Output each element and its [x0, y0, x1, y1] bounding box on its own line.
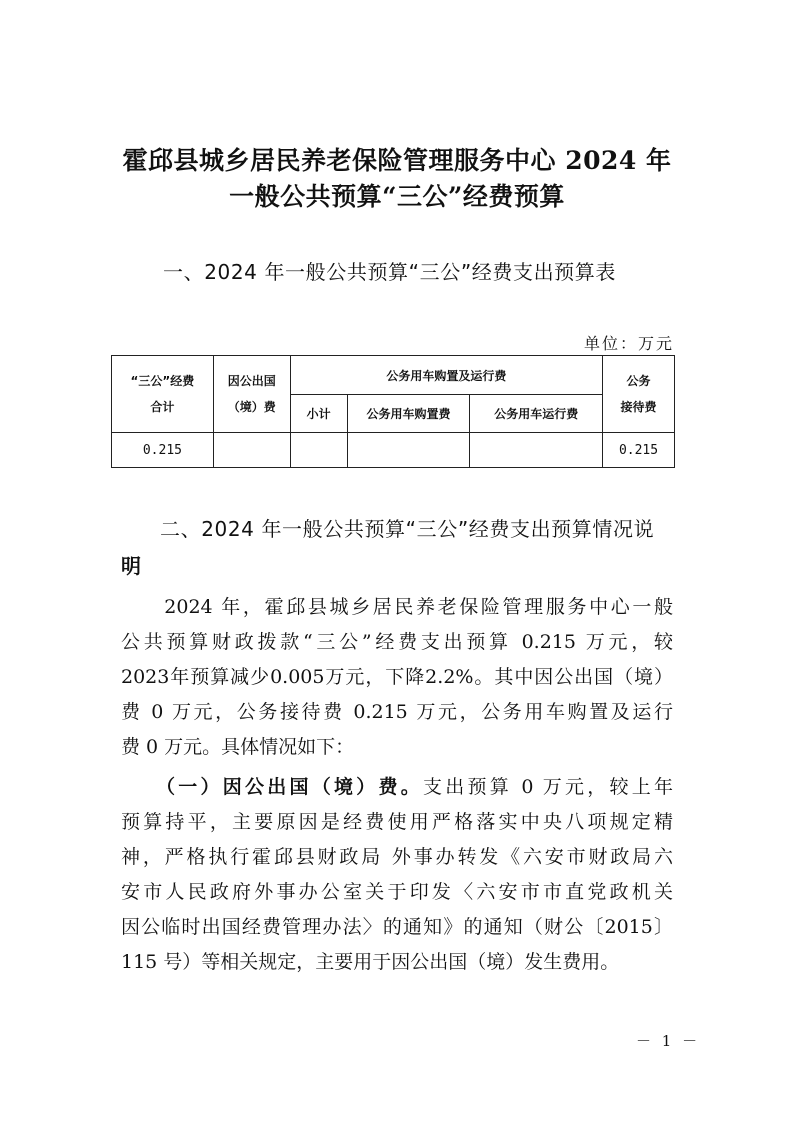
header-operation: 公务用车运行费: [470, 395, 603, 433]
table-row: [112, 433, 675, 468]
header-abroad-line2: （境）费: [227, 400, 276, 414]
paragraph-line: 安市人民政府外事办公室关于印发〈六安市市直党政机关: [121, 881, 673, 903]
header-vehicle-group: 公务用车购置及运行费: [290, 356, 602, 395]
cell-purchase: [347, 433, 470, 468]
header-purchase: 公务用车购置费: [347, 395, 470, 433]
cell-reception: 0.215: [603, 433, 675, 468]
header-subtotal: 小计: [290, 395, 347, 433]
paragraph-line: 预算持平，主要原因是经费使用严格落实中央八项规定精: [121, 811, 673, 833]
section1-heading: 一、2024 年一般公共预算“三公”经费支出预算表: [163, 260, 616, 284]
section2-heading-cont: 明: [121, 554, 141, 578]
paragraph-line: 因公临时出国经费管理办法〉的通知》的通知（财公〔2015〕: [121, 916, 673, 938]
cell-operation: [470, 433, 603, 468]
paragraph-line: 神，严格执行霍邱县财政局 外事办转发《六安市财政局六: [121, 846, 673, 868]
document-title-line2: 一般公共预算“三公”经费预算: [229, 182, 565, 211]
header-total-line1: “三公”经费: [130, 374, 195, 388]
section2-heading: 二、2024 年一般公共预算“三公”经费支出预算情况说: [160, 517, 655, 541]
page-number: － 1 －: [636, 1032, 701, 1050]
paragraph-line: 公共预算财政拨款“三公”经费支出预算 0.215 万元，较: [121, 631, 673, 653]
budget-table: [111, 355, 675, 468]
paragraph-2: [121, 770, 673, 980]
header-total-line2: 合计: [150, 400, 175, 414]
header-reception: [603, 356, 675, 433]
document-title-line1: 霍邱县城乡居民养老保险管理服务中心 2024 年: [122, 146, 672, 175]
paragraph-line-rest: 支出预算 0 万元，较上年: [423, 776, 673, 798]
cell-abroad: [213, 433, 290, 468]
paragraph-line: 费 0 万元，公务接待费 0.215 万元，公务用车购置及运行: [121, 701, 673, 723]
subheading-abroad: （一）因公出国（境）费。: [121, 776, 424, 798]
table-unit: 单位：万元: [583, 334, 674, 353]
paragraph-line: 115 号）等相关规定，主要用于因公出国（境）发生费用。: [121, 951, 620, 973]
header-abroad-line1: 因公出国: [227, 374, 276, 388]
cell-total: 0.215: [112, 433, 214, 468]
header-reception-line2: 接待费: [620, 400, 657, 414]
paragraph-line: 2023年预算减少0.005万元，下降2.2%。其中因公出国（境）: [121, 666, 673, 688]
paragraph-line: 2024 年，霍邱县城乡居民养老保险管理服务中心一般: [121, 596, 673, 618]
paragraph-line: 费 0 万元。具体情况如下：: [121, 736, 355, 758]
paragraph-1: [121, 590, 673, 765]
paragraph-line: [121, 770, 673, 805]
header-total: [112, 356, 214, 433]
header-reception-line1: 公务: [626, 374, 651, 388]
cell-subtotal: [290, 433, 347, 468]
header-abroad: [213, 356, 290, 433]
